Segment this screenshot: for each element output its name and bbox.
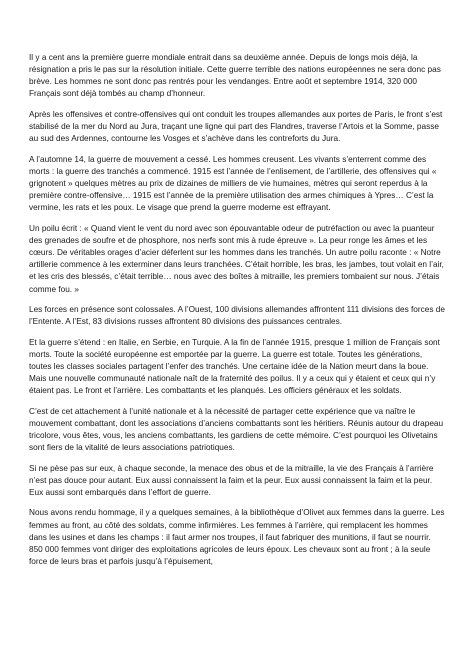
paragraph-9: Nous avons rendu hommage, il y a quelques semaines, à la bibliothèque d’Olivet aux femmes dans la guerre. Les femmes au front, au côté des soldats, comme infirmières. Les femmes à l’arrière, qui remplacent les hommes dans les usines et dans les champs : il faut armer nos troupes, il faut fabriquer des munitions, il faut se nourrir. 850 000 femmes vont diriger des exploitations agricoles de leurs époux. Les chevaux sont au front ; à la seule force de leurs bras et parfois jusqu’à l’épuisement,	[29, 508, 445, 566]
paragraph-8: Si ne pèse pas sur eux, à chaque seconde, la menace des obus et de la mitraille, la vie des Français à l’arrière n’est pas douce pour autant. Eux aussi connaissent la faim et la peur. Eux aussi connaissent la faim et la peur. Eux aussi sont embarqués dans l’effort de guerre.	[29, 463, 434, 497]
paragraph-6: Et la guerre s’étend : en Italie, en Serbie, en Turquie. A la fin de l’année 1915, presque 1 million de Français sont morts. Toute la société européenne est emportée par la guerre. La guerre est totale. Toutes les générations, toutes les classes sociales partagent l’enfer des tranchés. Une certaine idée de la Nation meurt dans la boue. Mais une nouvelle communauté nationale naît de la fraternité des poilus. Il y a ceux qui y étaient et ceux qui n’y étaient pas. Le front et l’arrière. Les combattants et les planqués. Les officiers généraux et les soldats.	[29, 337, 440, 396]
paragraph-2: Après les offensives et contre-offensives qui ont conduit les troupes allemandes aux portes de Paris, le front s’est stabilisé de la mer du Nord au Jura, traçant une ligne qui part des Flandres, traverse l’Artois et la Somme, passe au sud des Ardennes, contourne les Vosges et s’achève dans les contreforts du Jura.	[29, 109, 443, 144]
paragraph-3: A l’automne 14, la guerre de mouvement a cessé. Les hommes creusent. Les vivants s’enterrent comme des morts : la guerre des tranchés a commencé. 1915 est l’année de l’enlisement, de l’artillerie, des offensives qui « grignotent » quelques mètres au prix de dizaines de milliers de vie humaines, mètres qui seront reperdus à la première contre-offensive… 1915 est l’année de la première utilisation des armes chimiques à Ypres… C’est la vermine, les rats et les poux. Le visage que prend la guerre moderne est effrayant.	[29, 154, 437, 213]
paragraph-1: Il y a cent ans la première guerre mondiale entrait dans sa deuxième année. Depuis de longs mois déjà, la résignation a pris le pas sur la résolution initiale. Cette guerre terrible des nations européennes ne sera donc pas brève. Les hommes ne sont donc pas rentrés pour les vendanges. Entre août et septembre 1914, 320 000 Français sont déjà tombés au champ d’honneur.	[29, 53, 441, 99]
document-body	[29, 52, 445, 576]
paragraph-7: C’est de cet attachement à l’unité nationale et à la nécessité de partager cette expérience que va naître le mouvement combattant, dont les associations d’anciens combattants sont les héritiers. Réunis autour du drapeau tricolore, vous êtes, vous, les anciens combattants, les gardiens de cette mémoire. C’est pourquoi les Olivetains sont fiers de la vitalité de leurs associations patriotiques.	[29, 406, 444, 453]
paragraph-4: Un poilu écrit : « Quand vient le vent du nord avec son épouvantable odeur de putréfaction ou avec la puanteur des grenades de soufre et de phosphore, nos nerfs sont mis à rude épreuve ». La peur ronge les âmes et les cœurs. De véritables orages d’acier déferlent sur les hommes dans les tranchés. Un autre poilu raconte : « Notre artillerie commence à les exterminer dans leurs tranchées. C’était horrible, les bras, les jambes, tout volait en l’air, et les cris des blessés, c’était terrible… nous avec des boîtes à mitraille, les premiers tombaient sur nous. J’étais comme fou. »	[29, 223, 444, 294]
paragraph-5: Les forces en présence sont colossales. A l’Ouest, 100 divisions allemandes affrontent 111 divisions des forces de l’Entente. A l’Est, 83 divisions russes affrontent 80 divisions des puissances centrales.	[29, 305, 445, 327]
